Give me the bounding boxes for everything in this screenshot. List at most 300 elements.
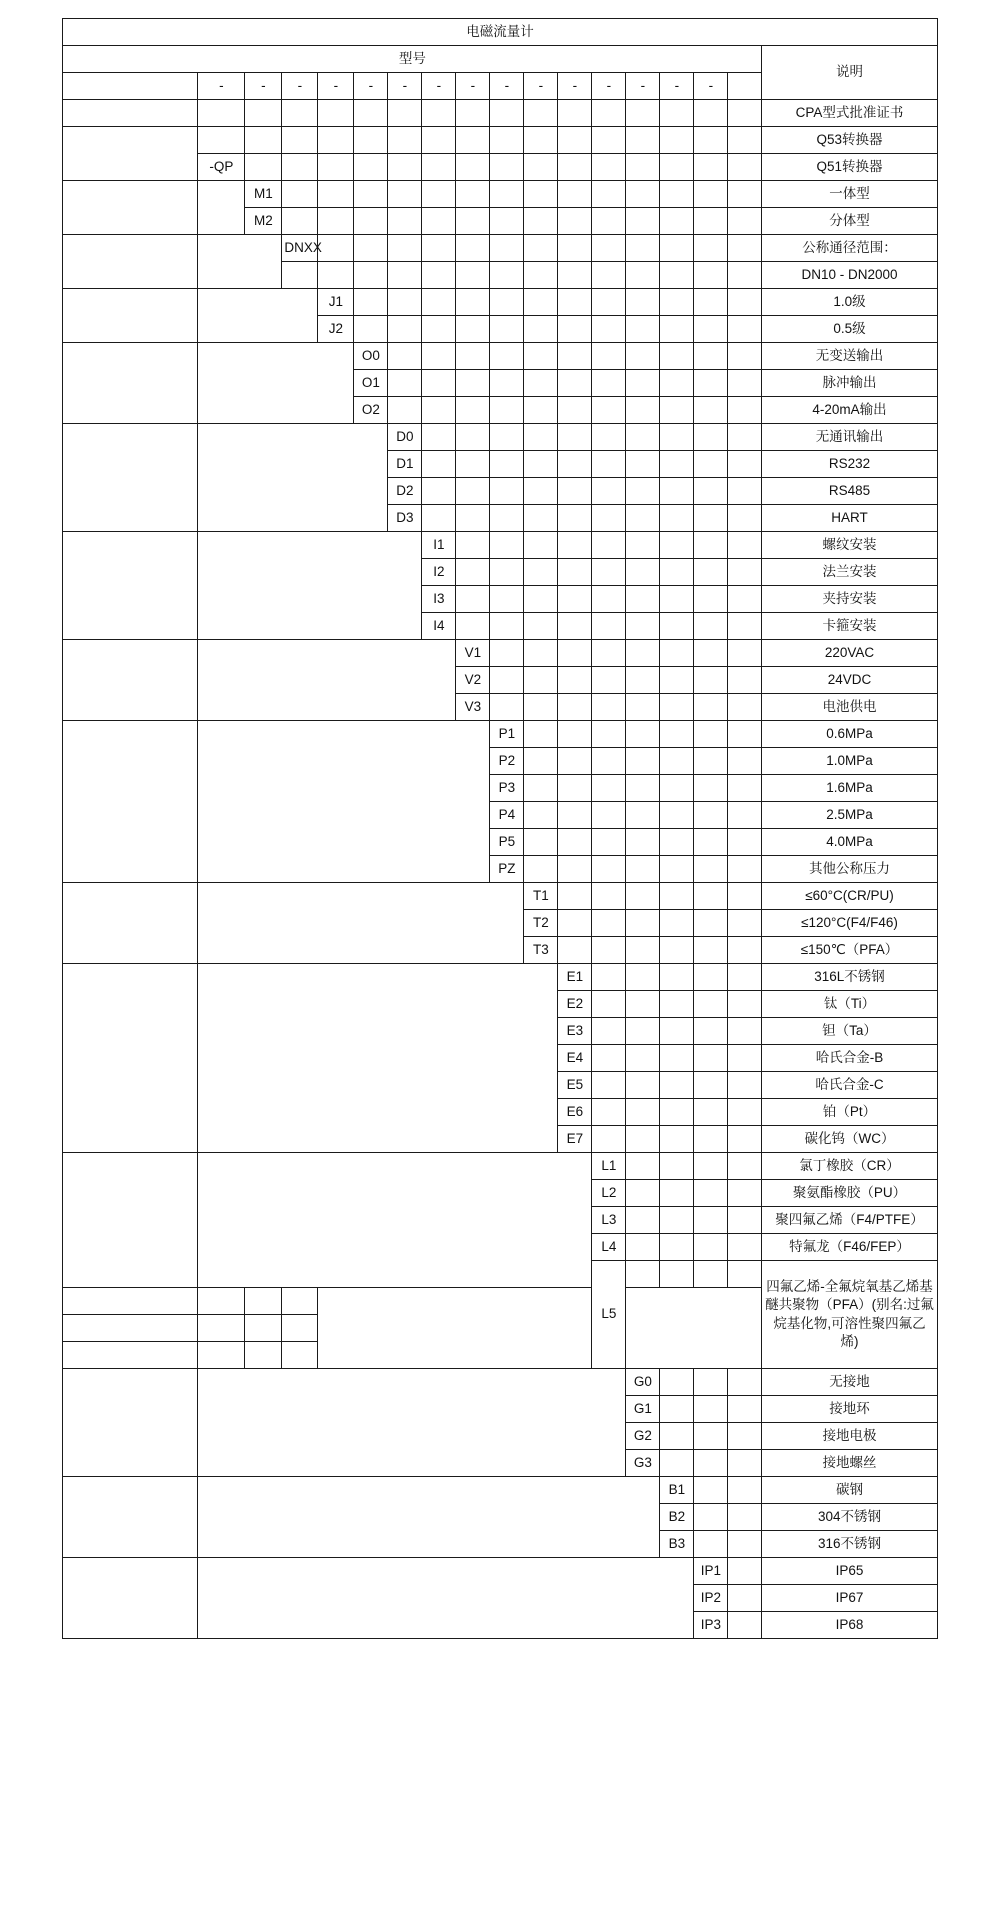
empty-cell — [558, 802, 592, 829]
empty-cell — [490, 559, 524, 586]
empty-cell — [592, 829, 626, 856]
empty-cell — [456, 127, 490, 154]
empty-cell — [490, 451, 524, 478]
empty-cell — [245, 127, 282, 154]
empty-cell — [626, 289, 660, 316]
empty-cell — [388, 262, 422, 289]
description-cell: 24VDC — [762, 667, 937, 694]
group-label-14: 接地类型 — [63, 1369, 198, 1477]
empty-cell — [198, 1342, 245, 1369]
code-cell: L2 — [592, 1180, 626, 1207]
description-cell: 1.0MPa — [762, 748, 937, 775]
code-cell: L3 — [592, 1207, 626, 1234]
group-label-11: 耐温等级 — [63, 883, 198, 964]
empty-cell — [592, 640, 626, 667]
empty-cell — [626, 1045, 660, 1072]
table-row — [63, 1153, 937, 1180]
empty-cell — [660, 289, 694, 316]
empty-cell — [728, 1018, 762, 1045]
group-fill — [198, 289, 318, 343]
code-cell: E1 — [558, 964, 592, 991]
empty-cell — [422, 127, 456, 154]
table-row — [63, 127, 937, 154]
group-label-9: 供电电源 — [63, 640, 198, 721]
empty-cell — [456, 235, 490, 262]
empty-cell — [388, 289, 422, 316]
group-fill — [198, 532, 422, 640]
empty-cell — [318, 100, 354, 127]
empty-cell — [728, 1126, 762, 1153]
empty-cell — [728, 343, 762, 370]
empty-cell — [694, 451, 728, 478]
empty-cell — [694, 316, 728, 343]
empty-cell — [422, 343, 456, 370]
empty-cell — [558, 721, 592, 748]
empty-cell — [626, 748, 660, 775]
empty-cell — [626, 370, 660, 397]
empty-cell — [626, 667, 660, 694]
group-fill — [198, 343, 354, 424]
empty-cell — [592, 451, 626, 478]
empty-cell — [198, 1288, 245, 1315]
code-cell: B2 — [660, 1504, 694, 1531]
empty-cell — [728, 181, 762, 208]
empty-cell — [660, 154, 694, 181]
description-cell: 分体型 — [762, 208, 937, 235]
code-cell: D1 — [388, 451, 422, 478]
group-fill — [198, 235, 282, 289]
model-separator-dash: - — [694, 73, 728, 100]
empty-cell — [660, 1072, 694, 1099]
code-cell: E6 — [558, 1099, 592, 1126]
document-title: 电磁流量计 — [63, 19, 937, 46]
empty-cell — [728, 1261, 762, 1288]
empty-cell — [592, 613, 626, 640]
group-label-15: 本体材质 — [63, 1477, 198, 1558]
model-separator-dash: - — [422, 73, 456, 100]
table-row — [63, 883, 937, 910]
empty-cell — [558, 451, 592, 478]
empty-cell — [456, 343, 490, 370]
empty-cell — [592, 856, 626, 883]
empty-cell — [660, 424, 694, 451]
table-body — [63, 19, 937, 1639]
description-cell: 316L不锈钢 — [762, 964, 937, 991]
empty-cell — [422, 154, 456, 181]
description-header: 说明 — [762, 46, 937, 100]
empty-cell — [354, 154, 388, 181]
code-cell: IP2 — [694, 1585, 728, 1612]
empty-cell — [524, 667, 558, 694]
empty-cell — [558, 208, 592, 235]
empty-cell — [592, 1045, 626, 1072]
group-fill — [198, 964, 558, 1153]
empty-cell — [592, 370, 626, 397]
empty-cell — [354, 316, 388, 343]
empty-cell — [524, 505, 558, 532]
code-cell: L4 — [592, 1234, 626, 1261]
description-cell: 夹持安装 — [762, 586, 937, 613]
empty-cell — [626, 262, 660, 289]
empty-cell — [592, 1126, 626, 1153]
empty-cell — [318, 235, 354, 262]
empty-cell — [728, 397, 762, 424]
empty-cell — [728, 127, 762, 154]
description-cell: 哈氏合金-B — [762, 1045, 937, 1072]
empty-cell — [728, 748, 762, 775]
model-separator-dash: - — [318, 73, 354, 100]
description-cell: 钛（Ti） — [762, 991, 937, 1018]
empty-cell — [728, 451, 762, 478]
empty-cell — [728, 1234, 762, 1261]
code-cell: T2 — [524, 910, 558, 937]
empty-cell — [388, 235, 422, 262]
empty-cell — [558, 694, 592, 721]
model-separator-dash: - — [245, 73, 282, 100]
empty-cell — [422, 424, 456, 451]
empty-cell — [490, 181, 524, 208]
empty-cell — [558, 640, 592, 667]
code-cell — [198, 127, 245, 154]
empty-cell — [660, 1180, 694, 1207]
empty-cell — [728, 262, 762, 289]
description-cell: Q53转换器 — [762, 127, 937, 154]
empty-cell — [728, 1531, 762, 1558]
code-cell: D2 — [388, 478, 422, 505]
empty-cell — [728, 1450, 762, 1477]
empty-cell — [422, 451, 456, 478]
empty-cell — [592, 262, 626, 289]
empty-cell — [626, 1207, 660, 1234]
empty-cell — [728, 937, 762, 964]
empty-cell — [592, 208, 626, 235]
empty-cell — [660, 1396, 694, 1423]
empty-cell — [558, 937, 592, 964]
empty-cell — [660, 1369, 694, 1396]
code-cell: -QP — [198, 154, 245, 181]
empty-cell — [626, 316, 660, 343]
group-fill — [198, 721, 490, 883]
empty-cell — [245, 1315, 282, 1342]
empty-cell — [245, 1342, 282, 1369]
empty-cell — [558, 262, 592, 289]
empty-cell — [524, 721, 558, 748]
empty-cell — [728, 154, 762, 181]
empty-cell — [660, 1099, 694, 1126]
description-cell: 接地环 — [762, 1396, 937, 1423]
empty-cell — [728, 1369, 762, 1396]
code-cell: O1 — [354, 370, 388, 397]
empty-cell — [592, 343, 626, 370]
empty-cell — [660, 991, 694, 1018]
empty-cell — [388, 343, 422, 370]
empty-cell — [456, 154, 490, 181]
empty-cell — [490, 586, 524, 613]
empty-cell — [728, 100, 762, 127]
description-cell: 接地螺丝 — [762, 1450, 937, 1477]
empty-cell — [626, 1072, 660, 1099]
empty-cell — [694, 289, 728, 316]
empty-cell — [660, 1126, 694, 1153]
empty-cell — [694, 910, 728, 937]
empty-cell — [282, 100, 318, 127]
code-cell: P4 — [490, 802, 524, 829]
empty-cell — [456, 100, 490, 127]
empty-cell — [728, 1207, 762, 1234]
empty-cell — [660, 586, 694, 613]
empty-cell — [728, 1585, 762, 1612]
description-cell: 碳钢 — [762, 1477, 937, 1504]
empty-cell — [728, 667, 762, 694]
empty-cell — [660, 1234, 694, 1261]
empty-cell — [626, 559, 660, 586]
empty-cell — [728, 1612, 762, 1639]
table-row — [63, 343, 937, 370]
code-cell: I2 — [422, 559, 456, 586]
empty-cell — [728, 991, 762, 1018]
empty-cell — [626, 802, 660, 829]
code-cell: B1 — [660, 1477, 694, 1504]
group-label-7: 通讯输出类型 — [63, 424, 198, 532]
group-label-8: 安装方式 — [63, 532, 198, 640]
empty-cell — [558, 316, 592, 343]
empty-cell — [626, 721, 660, 748]
description-cell: IP68 — [762, 1612, 937, 1639]
empty-cell — [63, 1342, 198, 1369]
empty-cell — [626, 451, 660, 478]
empty-cell — [422, 289, 456, 316]
empty-cell — [660, 748, 694, 775]
empty-cell — [694, 505, 728, 532]
table-row — [63, 532, 937, 559]
description-cell: 2.5MPa — [762, 802, 937, 829]
empty-cell — [318, 208, 354, 235]
empty-cell — [282, 208, 318, 235]
empty-cell — [694, 829, 728, 856]
description-cell: DN10 - DN2000 — [762, 262, 937, 289]
description-cell: 1.0级 — [762, 289, 937, 316]
empty-cell — [694, 1153, 728, 1180]
empty-cell — [592, 910, 626, 937]
description-cell: 0.6MPa — [762, 721, 937, 748]
empty-cell — [558, 100, 592, 127]
empty-cell — [592, 748, 626, 775]
empty-cell — [592, 154, 626, 181]
empty-cell — [728, 1558, 762, 1585]
empty-cell — [728, 910, 762, 937]
empty-cell — [728, 883, 762, 910]
empty-cell — [456, 262, 490, 289]
empty-cell — [694, 1126, 728, 1153]
empty-cell — [660, 316, 694, 343]
code-cell: D3 — [388, 505, 422, 532]
empty-cell — [558, 181, 592, 208]
empty-cell — [626, 910, 660, 937]
empty-cell — [728, 208, 762, 235]
empty-cell — [490, 532, 524, 559]
empty-cell — [318, 127, 354, 154]
description-cell: 304不锈钢 — [762, 1504, 937, 1531]
description-cell: 无变送输出 — [762, 343, 937, 370]
description-cell: ≤120°C(F4/F46) — [762, 910, 937, 937]
empty-cell — [245, 1288, 282, 1315]
empty-cell — [694, 937, 728, 964]
code-cell: IP3 — [694, 1612, 728, 1639]
empty-cell — [282, 1315, 318, 1342]
empty-cell — [660, 1207, 694, 1234]
empty-cell — [524, 559, 558, 586]
code-cell: V1 — [456, 640, 490, 667]
empty-cell — [694, 1261, 728, 1288]
code-cell: E5 — [558, 1072, 592, 1099]
empty-cell — [626, 424, 660, 451]
empty-cell — [694, 694, 728, 721]
empty-cell — [490, 289, 524, 316]
empty-cell — [524, 694, 558, 721]
empty-cell — [592, 559, 626, 586]
empty-cell — [524, 532, 558, 559]
empty-cell — [524, 397, 558, 424]
empty-cell — [660, 964, 694, 991]
empty-cell — [422, 235, 456, 262]
empty-cell — [694, 1450, 728, 1477]
group-label-5: 精度等级 — [63, 289, 198, 343]
code-cell: E2 — [558, 991, 592, 1018]
model-separator-dash: - — [524, 73, 558, 100]
empty-cell — [592, 1099, 626, 1126]
table-row — [63, 721, 937, 748]
empty-cell — [694, 667, 728, 694]
dash-spacer-cell — [63, 73, 198, 100]
empty-cell — [282, 1342, 318, 1369]
empty-cell — [626, 937, 660, 964]
empty-cell — [626, 1234, 660, 1261]
empty-cell — [694, 1504, 728, 1531]
empty-cell — [490, 154, 524, 181]
empty-cell — [626, 397, 660, 424]
description-cell: 公称通径范围： — [762, 235, 937, 262]
empty-cell — [524, 640, 558, 667]
empty-cell — [388, 370, 422, 397]
empty-cell — [626, 856, 660, 883]
empty-cell — [282, 154, 318, 181]
empty-cell — [558, 478, 592, 505]
code-cell: G3 — [626, 1450, 660, 1477]
model-separator-dash: - — [626, 73, 660, 100]
group-label-3: 仪表类型 — [63, 181, 198, 235]
code-cell: P3 — [490, 775, 524, 802]
empty-cell — [626, 775, 660, 802]
title-row — [63, 19, 937, 46]
empty-cell — [282, 127, 318, 154]
empty-cell — [728, 424, 762, 451]
description-cell: 4-20mA输出 — [762, 397, 937, 424]
group-label-12: 电极材料 — [63, 964, 198, 1153]
empty-cell — [694, 991, 728, 1018]
empty-cell — [694, 370, 728, 397]
empty-cell — [524, 235, 558, 262]
empty-cell — [626, 505, 660, 532]
empty-cell — [694, 1207, 728, 1234]
empty-cell — [694, 1477, 728, 1504]
empty-cell — [694, 235, 728, 262]
empty-cell — [694, 397, 728, 424]
empty-cell — [626, 478, 660, 505]
description-cell: HART — [762, 505, 937, 532]
group-label-10: 公称压力 — [63, 721, 198, 883]
description-cell: 其他公称压力 — [762, 856, 937, 883]
empty-cell — [592, 937, 626, 964]
model-separator-dash: - — [490, 73, 524, 100]
group-label-13: 衬里材料 — [63, 1153, 198, 1288]
empty-cell — [456, 289, 490, 316]
code-cell — [198, 100, 245, 127]
description-cell: 无接地 — [762, 1369, 937, 1396]
empty-cell — [245, 100, 282, 127]
empty-cell — [660, 613, 694, 640]
code-cell: P5 — [490, 829, 524, 856]
code-cell: V2 — [456, 667, 490, 694]
code-cell: L5 — [592, 1261, 626, 1369]
empty-cell — [558, 127, 592, 154]
empty-cell — [592, 694, 626, 721]
description-cell: 0.5级 — [762, 316, 937, 343]
empty-cell — [728, 478, 762, 505]
empty-cell — [490, 127, 524, 154]
empty-cell — [694, 613, 728, 640]
empty-cell — [660, 937, 694, 964]
empty-cell — [456, 451, 490, 478]
table-row — [63, 964, 937, 991]
empty-cell — [490, 667, 524, 694]
header-row — [63, 46, 937, 73]
table-row — [63, 1369, 937, 1396]
empty-cell — [558, 532, 592, 559]
description-cell: 4.0MPa — [762, 829, 937, 856]
empty-cell — [592, 802, 626, 829]
empty-cell — [728, 1153, 762, 1180]
empty-cell — [626, 829, 660, 856]
description-cell: 卡箍安装 — [762, 613, 937, 640]
code-cell: O2 — [354, 397, 388, 424]
empty-cell — [524, 478, 558, 505]
empty-cell — [592, 397, 626, 424]
empty-cell — [592, 181, 626, 208]
empty-cell — [524, 154, 558, 181]
empty-cell — [592, 235, 626, 262]
empty-cell — [456, 505, 490, 532]
empty-cell — [592, 964, 626, 991]
empty-cell — [660, 343, 694, 370]
empty-cell — [456, 613, 490, 640]
empty-cell — [63, 1315, 198, 1342]
empty-cell — [626, 640, 660, 667]
description-cell: 螺纹安装 — [762, 532, 937, 559]
empty-cell — [524, 775, 558, 802]
empty-cell — [558, 343, 592, 370]
description-cell: IP67 — [762, 1585, 937, 1612]
empty-cell — [694, 1396, 728, 1423]
empty-cell — [592, 505, 626, 532]
empty-cell — [626, 181, 660, 208]
empty-cell — [694, 127, 728, 154]
empty-cell — [490, 343, 524, 370]
empty-cell — [592, 667, 626, 694]
empty-cell — [694, 802, 728, 829]
description-cell: 碳化钨（WC） — [762, 1126, 937, 1153]
empty-cell — [694, 154, 728, 181]
group-label-1: LDG-SUP — [63, 100, 198, 127]
